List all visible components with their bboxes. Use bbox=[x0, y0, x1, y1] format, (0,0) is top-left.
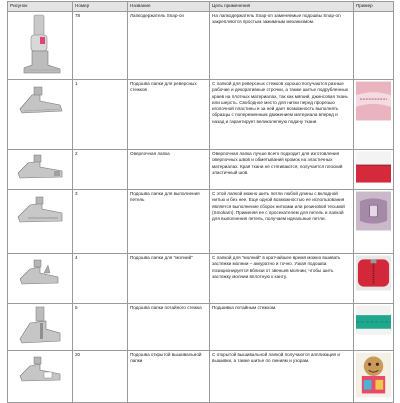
foot-name: Подошва лапки для "молний" bbox=[128, 254, 210, 304]
foot-name: Подошва лапки для выполнения петель bbox=[128, 190, 210, 254]
header-name: Название bbox=[128, 2, 210, 12]
header-purpose: Цель применения bbox=[210, 2, 354, 12]
example-cell bbox=[354, 304, 394, 351]
example-cell bbox=[354, 190, 394, 254]
table-row bbox=[8, 150, 394, 190]
foot-purpose: С этой лапкой можно шить петли любой длины с вкладной нитью и без нее. Еще одной возможностью ее использования является выполнение сборок нитками или резиновой тесьмой (Smokarn). Применяя ее с просекателем для петель и лапкой для выполнения петель, получаем идеальные петли. bbox=[210, 190, 354, 254]
table-row bbox=[8, 12, 394, 80]
foot-name: Оверлочная лапка bbox=[128, 150, 210, 190]
foot-name: Подошва лапки потайного стежка bbox=[128, 304, 210, 351]
example-cell bbox=[354, 351, 394, 403]
foot-purpose: Оверлочная лапка лучше всего подходит для изготовления оверлочных швов и обметывания кромок на эластичных материалах. Края ткани не стягиваются, получается плоский эластичный шов. bbox=[210, 150, 354, 190]
zipper-sample-icon bbox=[356, 255, 391, 291]
foot-purpose: С лапкой для "молний" в кратчайшее время можно вшивать застежки молнии – аккуратно и точно. Узкая подошва позиционируется вблизи от звеньев молнии, чтобы шить застежку молнии вплотную к канту. bbox=[210, 254, 354, 304]
embroidery-sample-icon bbox=[356, 352, 391, 398]
foot-picture-cell bbox=[8, 254, 73, 304]
foot-purpose: С лапкой для реверсных стежков хорошо получаются разные рабочие и декоративные строчки, а также шитье подрубленных краев на плотных материалах, так как мягкий, джинсовая ткань или шерсть. Свободное место для нитки перед прорезью иголочной пластины и за ней дает возможность выполнять образцы с попеременным движением материала вперед и назад и гарантирует великолепную подачу ткани. bbox=[210, 80, 354, 150]
presser-foot-holder-icon bbox=[10, 13, 70, 77]
example-cell bbox=[354, 150, 394, 190]
example-cell bbox=[354, 12, 394, 80]
table-header-row bbox=[8, 2, 394, 12]
table-row bbox=[8, 190, 394, 254]
buttonhole-foot-icon bbox=[10, 191, 70, 231]
foot-picture-cell bbox=[8, 12, 73, 80]
blind-stitch-sample-icon bbox=[356, 305, 391, 335]
blind-stitch-foot-icon bbox=[10, 305, 70, 349]
reverse-stitch-foot-icon bbox=[10, 81, 70, 121]
example-cell bbox=[354, 80, 394, 150]
zipper-foot-icon bbox=[10, 255, 70, 291]
foot-purpose: Подшивка потайным стежком. bbox=[210, 304, 354, 351]
open-embroidery-foot-icon bbox=[10, 352, 70, 388]
buttonhole-sample-icon bbox=[356, 191, 391, 231]
overlock-foot-icon bbox=[10, 151, 70, 185]
table-row bbox=[8, 254, 394, 304]
foot-picture-cell bbox=[8, 80, 73, 150]
foot-number: 4 bbox=[73, 254, 128, 304]
reverse-stitch-sample-icon bbox=[356, 81, 391, 121]
foot-picture-cell bbox=[8, 190, 73, 254]
table-row bbox=[8, 304, 394, 351]
foot-number: 20 bbox=[73, 351, 128, 403]
foot-number: 1 bbox=[73, 80, 128, 150]
presser-feet-table bbox=[7, 1, 394, 403]
header-number: Номер bbox=[73, 2, 128, 12]
foot-name: Лапкодержатель Snap-on bbox=[128, 12, 210, 80]
overlock-sample-icon bbox=[356, 151, 391, 183]
foot-picture-cell bbox=[8, 351, 73, 403]
table-row bbox=[8, 80, 394, 150]
foot-purpose: На лапкодержатель Snap-on заменяемые подошвы Snap-on закрепляются простым зажимным механизмом. bbox=[210, 12, 354, 80]
example-cell bbox=[354, 254, 394, 304]
foot-number: 2 bbox=[73, 150, 128, 190]
table-row bbox=[8, 351, 394, 403]
foot-picture-cell bbox=[8, 150, 73, 190]
foot-name: Подошва лапки для реверсных стежков bbox=[128, 80, 210, 150]
foot-purpose: С открытой вышивальной лапкой получаются аппликация и вышивки, а также шитье по линиям и узорам. bbox=[210, 351, 354, 403]
foot-number: 3 bbox=[73, 190, 128, 254]
header-example: Пример bbox=[354, 2, 394, 12]
foot-name: Подошва открытой вышивальной лапки bbox=[128, 351, 210, 403]
foot-number: 78 bbox=[73, 12, 128, 80]
header-picture: Рисунок bbox=[8, 2, 73, 12]
foot-number: 5 bbox=[73, 304, 128, 351]
foot-picture-cell bbox=[8, 304, 73, 351]
